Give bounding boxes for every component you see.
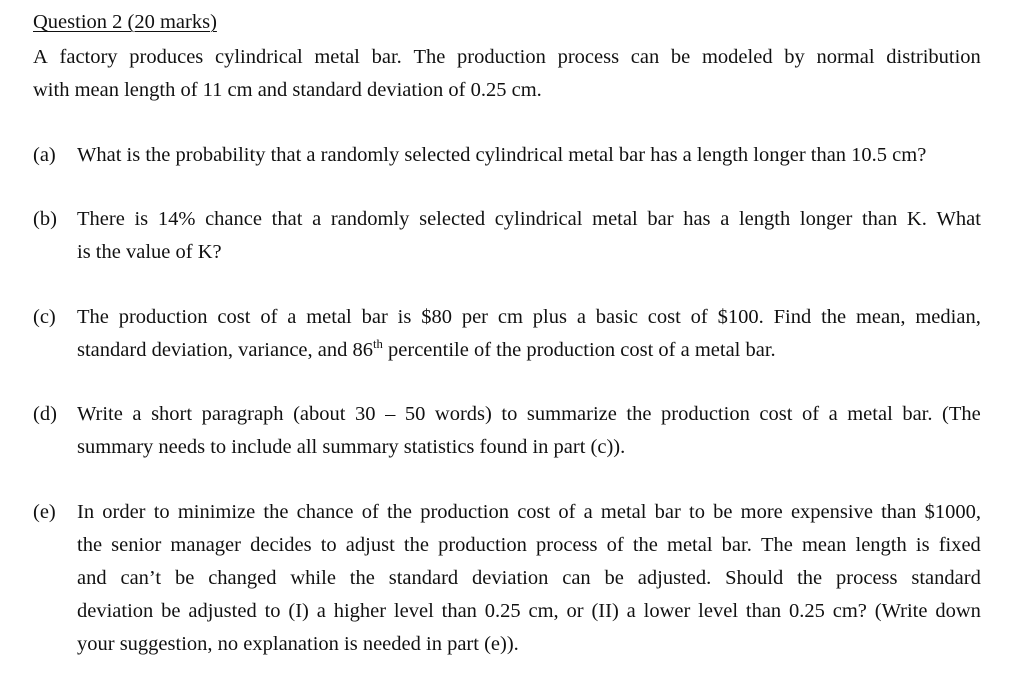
word: than	[441, 600, 477, 622]
word: There	[77, 208, 125, 230]
word: a	[626, 600, 636, 622]
part-e-line-3	[77, 562, 981, 595]
word: metal	[667, 534, 713, 556]
word: randomly	[330, 208, 410, 230]
word: is	[134, 208, 149, 230]
word: factory	[59, 46, 118, 68]
word: Should	[725, 567, 784, 589]
word: cost	[517, 501, 551, 523]
word: cm,	[528, 600, 559, 622]
word: bar	[647, 208, 674, 230]
word: level	[393, 600, 434, 622]
part-d-line-1	[77, 398, 981, 431]
word: of	[260, 306, 278, 328]
word: (II)	[591, 600, 619, 622]
word: –	[385, 403, 396, 425]
word: A	[33, 46, 48, 68]
word: metal	[314, 46, 360, 68]
word: median,	[915, 306, 981, 328]
part-d-line-2: summary needs to include all summary statistics found in part (c)).	[77, 436, 626, 458]
word: expensive	[790, 501, 873, 523]
word: be	[161, 600, 181, 622]
word: mean,	[855, 306, 906, 328]
word: The	[760, 534, 793, 556]
word: metal	[592, 208, 638, 230]
word: per	[461, 306, 489, 328]
part-b-line-1	[77, 203, 981, 236]
word: while	[290, 567, 336, 589]
part-e-label: (e)	[33, 501, 56, 523]
word: can’t	[120, 567, 162, 589]
word: chance	[296, 501, 354, 523]
word: $80	[421, 306, 452, 328]
part-d-text	[77, 398, 981, 464]
word: length	[738, 208, 791, 230]
question-intro	[33, 41, 981, 107]
word: standard	[388, 567, 459, 589]
word: than	[881, 501, 917, 523]
word: paragraph	[201, 403, 284, 425]
word: adjusted.	[637, 567, 712, 589]
part-c-text	[77, 301, 981, 367]
word: $1000,	[924, 501, 981, 523]
word: a	[132, 403, 142, 425]
word: bar.	[902, 403, 933, 425]
word: K.	[906, 208, 927, 230]
word: metal	[847, 403, 893, 425]
word: production	[420, 501, 510, 523]
word: In	[77, 501, 95, 523]
part-c-line-2-start: standard deviation, variance, and 86	[77, 339, 373, 361]
word: order	[102, 501, 146, 523]
word: bar.	[721, 534, 752, 556]
word: a	[828, 403, 838, 425]
word: Find	[773, 306, 812, 328]
word: decides	[250, 534, 312, 556]
word: (I)	[288, 600, 309, 622]
word: process	[836, 567, 898, 589]
part-e-line-2	[77, 529, 981, 562]
word: $100.	[717, 306, 764, 328]
word: (The	[942, 403, 981, 425]
word: 50	[404, 403, 426, 425]
word: 30	[355, 403, 376, 425]
word: fixed	[938, 534, 981, 556]
word: to	[264, 600, 281, 622]
word: the	[632, 534, 658, 556]
word: to	[501, 403, 518, 425]
word: modeled	[701, 46, 773, 68]
word: more	[740, 501, 783, 523]
word: of	[558, 501, 576, 523]
word: longer	[799, 208, 853, 230]
word: metal	[600, 501, 647, 523]
word: a	[720, 208, 730, 230]
word: lower	[643, 600, 691, 622]
word: 0.25	[484, 600, 521, 622]
word: higher	[333, 600, 387, 622]
part-e-text	[77, 496, 981, 661]
word: and	[77, 567, 107, 589]
word: adjusted	[188, 600, 257, 622]
word: What	[936, 208, 981, 230]
word: distribution	[886, 46, 981, 68]
word: process	[557, 46, 620, 68]
part-e-line-4	[77, 595, 981, 628]
word: can	[562, 567, 591, 589]
word: basic	[595, 306, 638, 328]
word: deviation	[77, 600, 154, 622]
word: of	[606, 534, 624, 556]
word: The	[77, 306, 109, 328]
part-b-label: (b)	[33, 208, 57, 230]
word: to	[153, 501, 170, 523]
word: to	[689, 501, 705, 523]
word: manager	[170, 534, 241, 556]
part-c-line-1	[77, 301, 981, 334]
word: has	[683, 208, 711, 230]
word: the	[263, 501, 289, 523]
word: the	[386, 501, 413, 523]
word: a	[312, 208, 322, 230]
word: a	[287, 306, 297, 328]
word: be	[174, 567, 195, 589]
word: production	[661, 403, 750, 425]
part-e-line-5: your suggestion, no explanation is needed in part (e)).	[77, 633, 519, 655]
word: of	[361, 501, 379, 523]
part-a-text	[77, 139, 981, 172]
word: length	[855, 534, 907, 556]
word: the	[797, 567, 823, 589]
word: cm?	[832, 600, 867, 622]
word: production	[118, 306, 208, 328]
intro-line-1	[33, 41, 981, 74]
word: normal	[816, 46, 875, 68]
word: the	[821, 306, 847, 328]
part-d-label: (d)	[33, 403, 57, 425]
word: Write	[77, 403, 123, 425]
word: production	[438, 534, 527, 556]
word: that	[271, 208, 303, 230]
word: a	[316, 600, 326, 622]
word: or	[566, 600, 584, 622]
word: (Write	[874, 600, 928, 622]
word: can	[630, 46, 660, 68]
word: than	[861, 208, 898, 230]
word: by	[784, 46, 805, 68]
word: senior	[111, 534, 162, 556]
word: The	[413, 46, 446, 68]
word: deviation	[472, 567, 549, 589]
word: changed	[208, 567, 277, 589]
word: cm	[497, 306, 523, 328]
word: minimize	[177, 501, 256, 523]
word: the	[626, 403, 652, 425]
word: level	[698, 600, 739, 622]
word: cylindrical	[494, 208, 583, 230]
word: bar	[361, 306, 388, 328]
word: plus	[532, 306, 567, 328]
part-c-superscript: th	[373, 337, 383, 352]
word: (about	[293, 403, 346, 425]
word: production	[457, 46, 546, 68]
word: the	[349, 567, 375, 589]
word: standard	[911, 567, 981, 589]
word: is	[915, 534, 930, 556]
word: bar.	[371, 46, 402, 68]
word: down	[935, 600, 981, 622]
word: process	[536, 534, 598, 556]
word: of	[801, 403, 820, 425]
part-a-line-1: What is the probability that a randomly selected cylindrical metal bar has a length longer than 10.5 cm?	[77, 144, 927, 166]
word: summarize	[526, 403, 617, 425]
word: be	[713, 501, 733, 523]
word: be	[670, 46, 691, 68]
word: selected	[419, 208, 486, 230]
word: cost	[759, 403, 793, 425]
word: to	[320, 534, 337, 556]
part-c-line-2-end: percentile of the production cost of a metal bar.	[382, 339, 776, 361]
word: than	[745, 600, 782, 622]
part-e-line-1	[77, 496, 981, 529]
part-c-line-2	[77, 334, 981, 367]
word: be	[604, 567, 624, 589]
word: words)	[434, 403, 492, 425]
word: of	[690, 306, 708, 328]
word: a	[583, 501, 593, 523]
word: short	[151, 403, 193, 425]
word: cost	[217, 306, 251, 328]
part-b-line-2: is the value of K?	[77, 241, 222, 263]
word: metal	[306, 306, 352, 328]
word: cylindrical	[214, 46, 303, 68]
word: chance	[205, 208, 262, 230]
word: the	[403, 534, 429, 556]
part-b-text	[77, 203, 981, 269]
part-a-label: (a)	[33, 144, 56, 166]
part-c-label: (c)	[33, 306, 56, 328]
question-heading: Question 2 (20 marks)	[33, 11, 217, 33]
word: is	[397, 306, 412, 328]
word: produces	[129, 46, 204, 68]
intro-line-2: with mean length of 11 cm and standard deviation of 0.25 cm.	[33, 79, 542, 101]
word: 0.25	[789, 600, 825, 622]
word: a	[576, 306, 586, 328]
word: bar	[654, 501, 681, 523]
word: mean	[801, 534, 847, 556]
word: 14%	[157, 208, 196, 230]
word: cost	[647, 306, 681, 328]
word: adjust	[345, 534, 395, 556]
word: the	[77, 534, 103, 556]
